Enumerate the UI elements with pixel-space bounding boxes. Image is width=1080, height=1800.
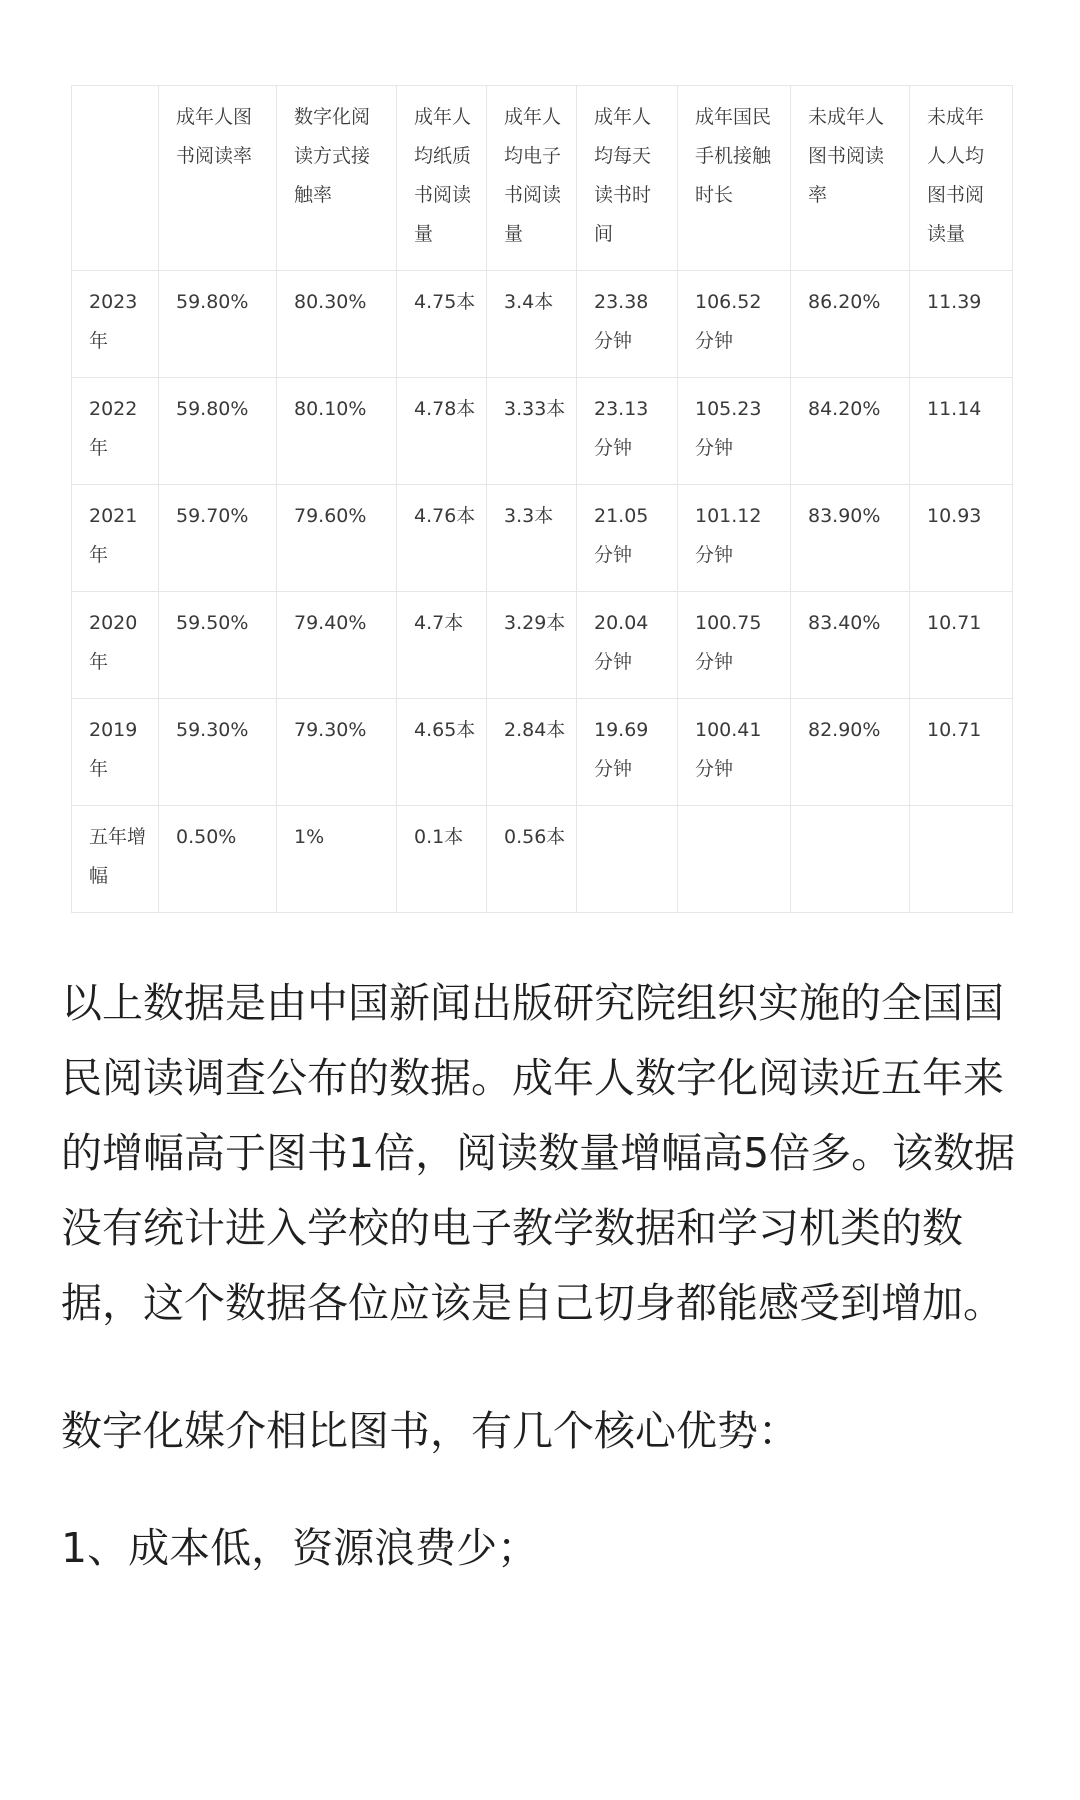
table-cell	[910, 806, 1013, 913]
table-cell	[577, 806, 678, 913]
header-cell-digital-reading-contact-rate: 数字化阅读方式接触率	[277, 86, 397, 271]
table-cell: 10.71	[910, 592, 1013, 699]
table-cell: 79.60%	[277, 485, 397, 592]
row-label-cell: 2020年	[72, 592, 159, 699]
article-paragraph-advantages-intro: 数字化媒介相比图书，有几个核心优势：	[61, 1407, 799, 1455]
header-cell-adult-paper-book-volume: 成年人均纸质书阅读量	[397, 86, 487, 271]
header-cell-minor-book-volume: 未成年人人均图书阅读量	[910, 86, 1013, 271]
table-cell: 59.30%	[159, 699, 277, 806]
table-cell: 79.40%	[277, 592, 397, 699]
article-paragraph-data-source: 以上数据是由中国新闻出版研究院组织实施的全国国民阅读调查公布的数据。成年人数字化阅读近五年来的增幅高于图书1倍，阅读数量增幅高5倍多。该数据没有统计进入学校的电子教学数据和学习机类的数据，这个数据各位应该是自己切身都能感受到增加。	[61, 979, 1016, 1327]
table-cell: 59.80%	[159, 378, 277, 485]
table-row	[72, 699, 1013, 806]
table-cell: 100.41分钟	[678, 699, 791, 806]
reading-stats-table-container	[71, 85, 1012, 913]
table-cell: 80.10%	[277, 378, 397, 485]
table-row	[72, 592, 1013, 699]
table-cell: 11.14	[910, 378, 1013, 485]
reading-stats-table	[71, 85, 1013, 913]
row-label-cell: 2021年	[72, 485, 159, 592]
table-cell: 3.29本	[487, 592, 577, 699]
table-cell: 86.20%	[791, 271, 910, 378]
table-header-row	[72, 86, 1013, 271]
row-label-cell: 2019年	[72, 699, 159, 806]
table-row	[72, 271, 1013, 378]
table-cell: 82.90%	[791, 699, 910, 806]
table-cell: 3.33本	[487, 378, 577, 485]
table-cell: 100.75分钟	[678, 592, 791, 699]
header-cell-minor-reading-rate: 未成年人图书阅读率	[791, 86, 910, 271]
table-cell: 84.20%	[791, 378, 910, 485]
article-body	[61, 966, 1021, 1586]
table-cell: 4.75本	[397, 271, 487, 378]
table-cell: 20.04分钟	[577, 592, 678, 699]
table-cell: 4.78本	[397, 378, 487, 485]
table-cell: 0.50%	[159, 806, 277, 913]
article-paragraph-advantage-1: 1、成本低，资源浪费少；	[61, 1524, 539, 1572]
table-cell: 3.3本	[487, 485, 577, 592]
table-cell: 59.50%	[159, 592, 277, 699]
table-cell: 23.13分钟	[577, 378, 678, 485]
header-cell-corner	[72, 86, 159, 271]
table-cell: 0.56本	[487, 806, 577, 913]
table-cell: 79.30%	[277, 699, 397, 806]
table-cell: 80.30%	[277, 271, 397, 378]
table-cell: 11.39	[910, 271, 1013, 378]
table-cell: 83.40%	[791, 592, 910, 699]
header-cell-adult-ebook-volume: 成年人均电子书阅读量	[487, 86, 577, 271]
table-cell: 4.65本	[397, 699, 487, 806]
table-cell: 10.93	[910, 485, 1013, 592]
table-cell: 101.12分钟	[678, 485, 791, 592]
table-cell: 59.70%	[159, 485, 277, 592]
table-cell: 10.71	[910, 699, 1013, 806]
row-label-cell: 2023年	[72, 271, 159, 378]
table-row	[72, 806, 1013, 913]
table-cell: 1%	[277, 806, 397, 913]
table-cell: 59.80%	[159, 271, 277, 378]
table-cell: 4.76本	[397, 485, 487, 592]
table-row	[72, 378, 1013, 485]
table-cell	[791, 806, 910, 913]
header-cell-adult-book-reading-rate: 成年人图书阅读率	[159, 86, 277, 271]
header-cell-daily-reading-time: 成年人均每天读书时间	[577, 86, 678, 271]
table-row	[72, 485, 1013, 592]
row-label-cell: 五年增幅	[72, 806, 159, 913]
row-label-cell: 2022年	[72, 378, 159, 485]
table-cell: 0.1本	[397, 806, 487, 913]
header-cell-phone-contact-time: 成年国民手机接触时长	[678, 86, 791, 271]
table-cell: 21.05分钟	[577, 485, 678, 592]
table-cell: 106.52分钟	[678, 271, 791, 378]
table-cell: 105.23分钟	[678, 378, 791, 485]
table-cell	[678, 806, 791, 913]
table-cell: 3.4本	[487, 271, 577, 378]
table-cell: 23.38分钟	[577, 271, 678, 378]
table-cell: 83.90%	[791, 485, 910, 592]
table-cell: 2.84本	[487, 699, 577, 806]
table-cell: 19.69分钟	[577, 699, 678, 806]
table-cell: 4.7本	[397, 592, 487, 699]
